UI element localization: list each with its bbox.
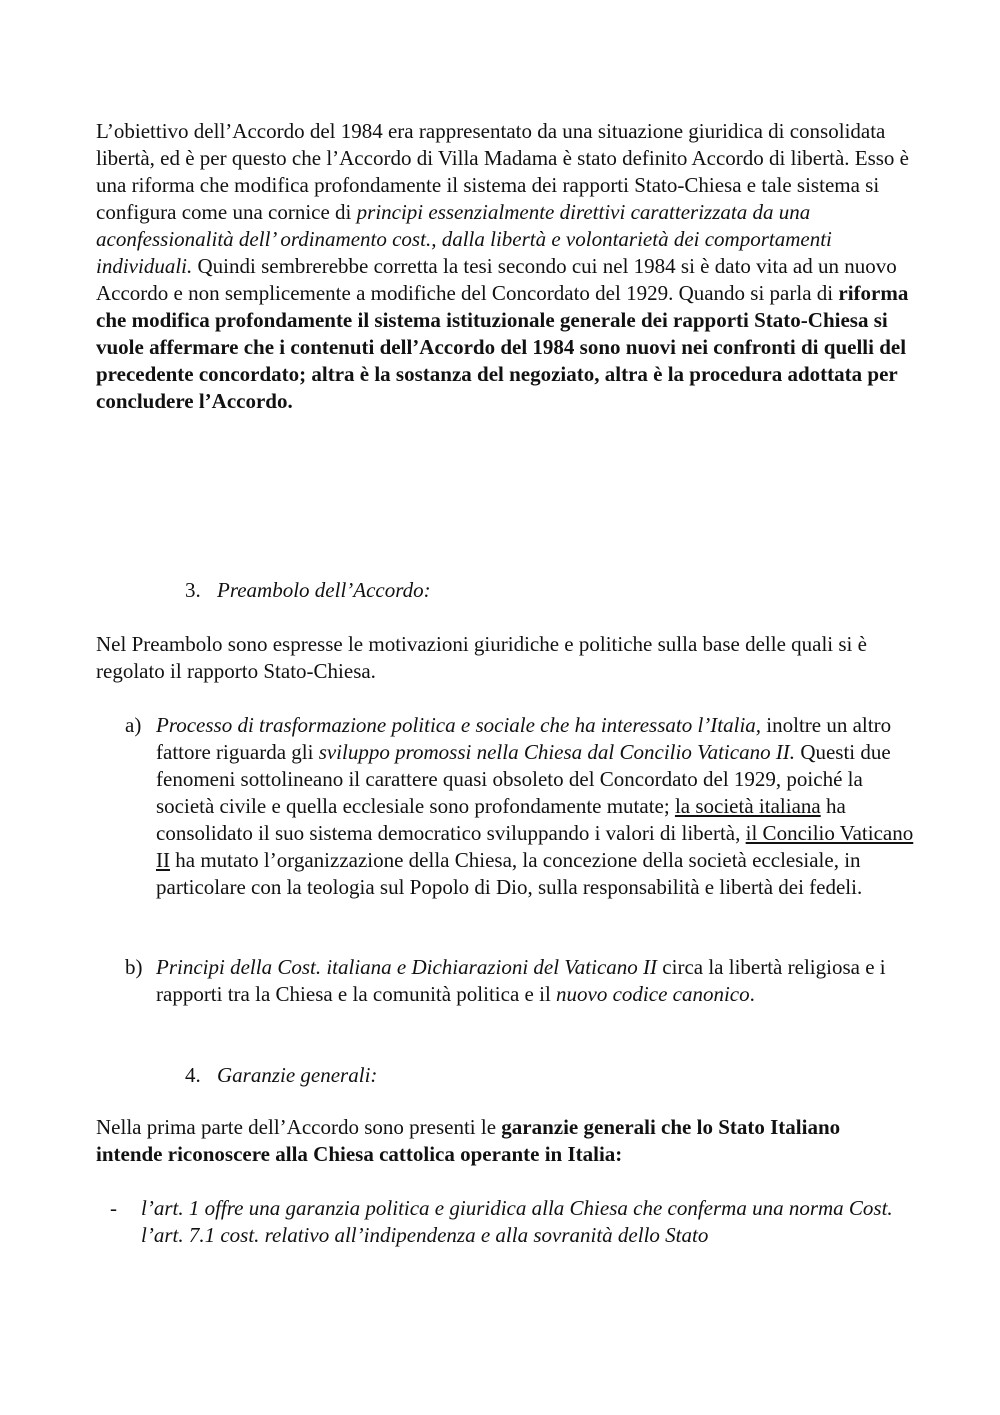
intro-text-1: L’obiettivo dell’Accordo del 1984 era rappresentato da una situazione giuridica di consolidata libertà, ed è per questo che l’Accordo di Villa Madama è stato definito Accordo di libertà. Esso è una riforma che modifica profondamente il sistema dei rapporti Stato-Chiesa e tale sistema si configura come una cornice di [96, 119, 910, 224]
intro-text-bold: riforma che modifica profondamente il sistema istituzionale generale dei rapporti Stato-Chiesa si vuole affermare che i contenuti dell’Accordo del 1984 sono nuovi nei confronti di quelli del precedente concordato; altra è la sostanza del negoziato, altra è la procedura adottata per concludere l’Accordo. [96, 281, 909, 413]
item-a-text-4: Questi due fenomeni sottolineano il carattere quasi obsoleto del Concordato del 1929, poiché la società civile e quella ecclesiale sono profondamente mutate; [156, 740, 891, 818]
list-marker-a: a) [125, 713, 142, 737]
section-3-title: Preambolo dell’Accordo: [217, 578, 431, 602]
dash-marker: - [110, 1196, 117, 1220]
item-a-text-2: inoltre un altro fattore riguarda gli [156, 713, 892, 764]
item-a-text-6: ha consolidato il suo sistema democratico sviluppando i valori di libertà, [156, 794, 846, 845]
section-3-number: 3. [185, 578, 201, 602]
garanzie-text-1: Nella prima parte dell’Accordo sono presenti le [96, 1115, 502, 1139]
section-4-title: Garanzie generali: [217, 1063, 378, 1087]
item-a-text-8: ha mutato l’organizzazione della Chiesa, la concezione della società ecclesiale, in particolare con la teologia sul Popolo di Dio, sulla responsabilità e libertà dei fedeli. [156, 848, 863, 899]
garanzie-paragraph [96, 1114, 911, 1168]
section-3-heading [185, 577, 431, 604]
intro-text-3: Quindi sembrerebbe corretta la tesi secondo cui nel 1984 si è dato vita ad un nuovo Accordo e non semplicemente a modifiche del Concordato del 1929. Quando si parla di [96, 254, 897, 305]
list-item-b [125, 954, 915, 1008]
section-4-number: 4. [185, 1063, 201, 1087]
item-b-text-3: nuovo codice canonico [556, 982, 750, 1006]
item-b-text-1: Principi della Cost. italiana e Dichiarazioni del Vaticano II [156, 955, 658, 979]
garanzie-text-bold: garanzie generali che lo Stato Italiano intende riconoscere alla Chiesa cattolica operante in Italia: [96, 1115, 841, 1166]
item-a-underline-2: il Concilio Vaticano II [156, 821, 914, 872]
item-b-text-4: . [749, 982, 755, 1006]
list-item-b-body [156, 954, 915, 1008]
item-a-underline-1: la società italiana [674, 794, 821, 818]
dash-list-item [110, 1195, 915, 1249]
item-b-text-2: circa la libertà religiosa e i rapporti tra la Chiesa e la comunità politica e il [156, 955, 886, 1006]
list-item-a [125, 712, 915, 901]
item-a-text-1: Processo di trasformazione politica e sociale che ha interessato l’Italia, [156, 713, 762, 737]
intro-text-italic: principi essenzialmente direttivi caratterizzata da una aconfessionalità dell’ ordinamento cost., dalla libertà e volontarietà dei comportamenti individuali. [96, 200, 832, 278]
dash-item-text: l’art. 1 offre una garanzia politica e giuridica alla Chiesa che conferma una norma Cost. l’art. 7.1 cost. relativo all’indipendenza e alla sovranità dello Stato [141, 1196, 893, 1247]
list-item-a-body [156, 712, 915, 901]
list-marker-b: b) [125, 955, 143, 979]
section-4-heading [185, 1062, 377, 1089]
item-a-text-3: sviluppo promossi nella Chiesa dal Concilio Vaticano II. [318, 740, 796, 764]
preambolo-paragraph: Nel Preambolo sono espresse le motivazioni giuridiche e politiche sulla base delle quali si è regolato il rapporto Stato-Chiesa. [96, 632, 867, 683]
intro-paragraph [96, 118, 911, 415]
